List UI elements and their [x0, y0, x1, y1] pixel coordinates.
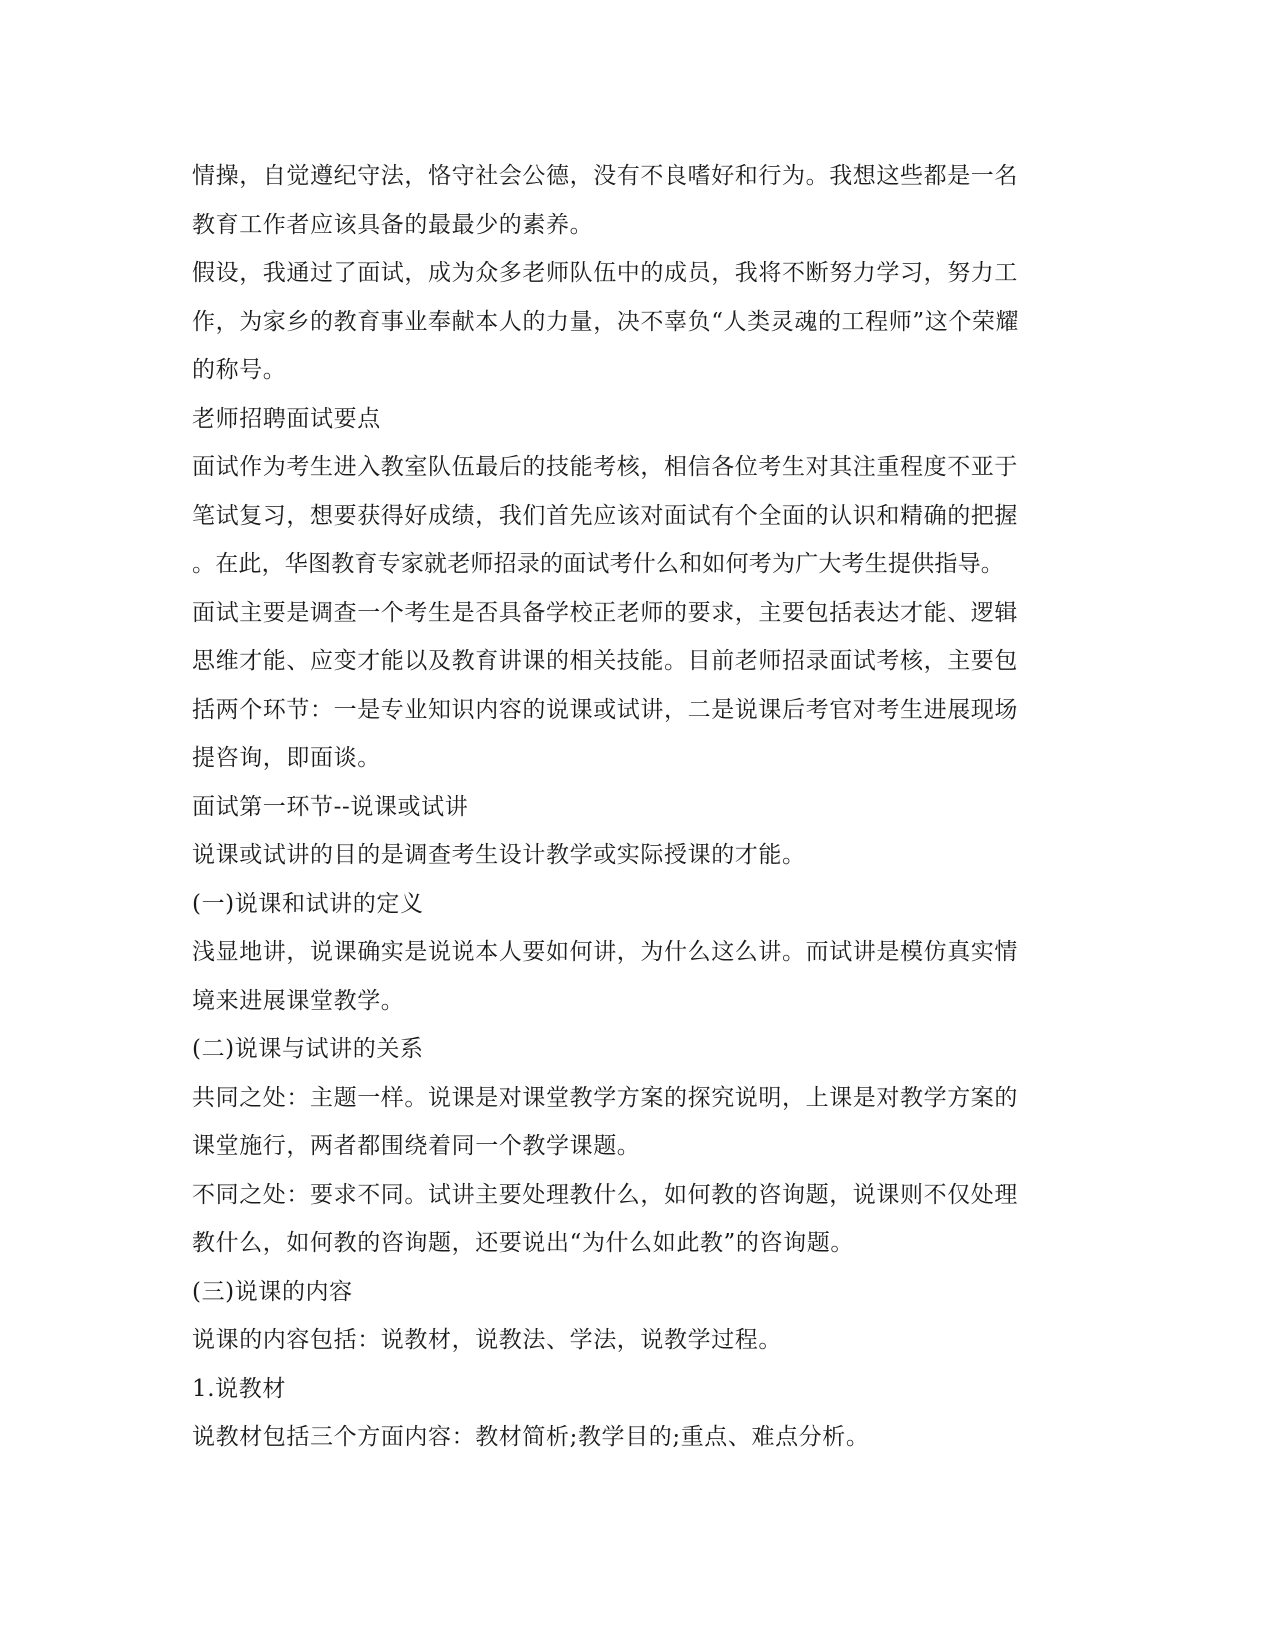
subsection-heading: (二)说课与试讲的关系 — [192, 1036, 424, 1062]
text-line: 说教材包括三个方面内容：教材简析;教学目的;重点、难点分析。 — [192, 1424, 870, 1450]
text-line: 教育工作者应该具备的最最少的素养。 — [192, 211, 594, 238]
text-line: 提咨询，即面谈。 — [192, 745, 381, 771]
text-line: 课堂施行，两者都围绕着同一个教学课题。 — [192, 1133, 641, 1159]
text-line: 不同之处：要求不同。试讲主要处理教什么，如何教的咨询题，说课则不仅处理 — [192, 1181, 1018, 1208]
text-line: 情操，自觉遵纪守法，恪守社会公德，没有不良嗜好和行为。我想这些都是一名 — [192, 163, 1018, 189]
text-line: 教什么，如何教的咨询题，还要说出“为什么如此教”的咨询题。 — [192, 1230, 854, 1256]
text-line: 境来进展课堂教学。 — [192, 987, 405, 1014]
text-line: 浅显地讲，说课确实是说说本人要如何讲，为什么这么讲。而试讲是模仿真实情 — [192, 939, 1018, 965]
text-line: 思维才能、应变才能以及教育讲课的相关技能。目前老师招录面试考核，主要包 — [192, 648, 1018, 674]
document-body — [192, 152, 1072, 1462]
list-heading: 1.说教材 — [192, 1375, 286, 1402]
section-heading: 老师招聘面试要点 — [192, 405, 381, 432]
text-line: 面试作为考生进入教室队伍最后的技能考核，相信各位考生对其注重程度不亚于 — [192, 454, 1018, 480]
text-line: 括两个环节：一是专业知识内容的说课或试讲，二是说课后考官对考生进展现场 — [192, 696, 1018, 723]
subsection-heading: (三)说课的内容 — [192, 1278, 353, 1305]
text-line: 假设，我通过了面试，成为众多老师队伍中的成员，我将不断努力学习，努力工 — [192, 260, 1018, 286]
text-line: 面试主要是调查一个考生是否具备学校正老师的要求，主要包括表达才能、逻辑 — [192, 599, 1018, 626]
text-line: 说课的内容包括：说教材，说教法、学法，说教学过程。 — [192, 1327, 782, 1353]
section-heading: 面试第一环节--说课或试讲 — [192, 793, 469, 820]
text-line: 的称号。 — [192, 357, 287, 383]
text-line: 作，为家乡的教育事业奉献本人的力量，决不辜负“人类灵魂的工程师”这个荣耀 — [192, 308, 1020, 335]
subsection-heading: (一)说课和试讲的定义 — [192, 890, 424, 917]
text-line: 。在此，华图教育专家就老师招录的面试考什么和如何考为广大考生提供指导。 — [192, 551, 1004, 577]
text-line: 说课或试讲的目的是调查考生设计教学或实际授课的才能。 — [192, 842, 806, 868]
text-line: 共同之处：主题一样。说课是对课堂教学方案的探究说明，上课是对教学方案的 — [192, 1084, 1018, 1111]
text-line: 笔试复习，想要获得好成绩，我们首先应该对面试有个全面的认识和精确的把握 — [192, 502, 1018, 529]
